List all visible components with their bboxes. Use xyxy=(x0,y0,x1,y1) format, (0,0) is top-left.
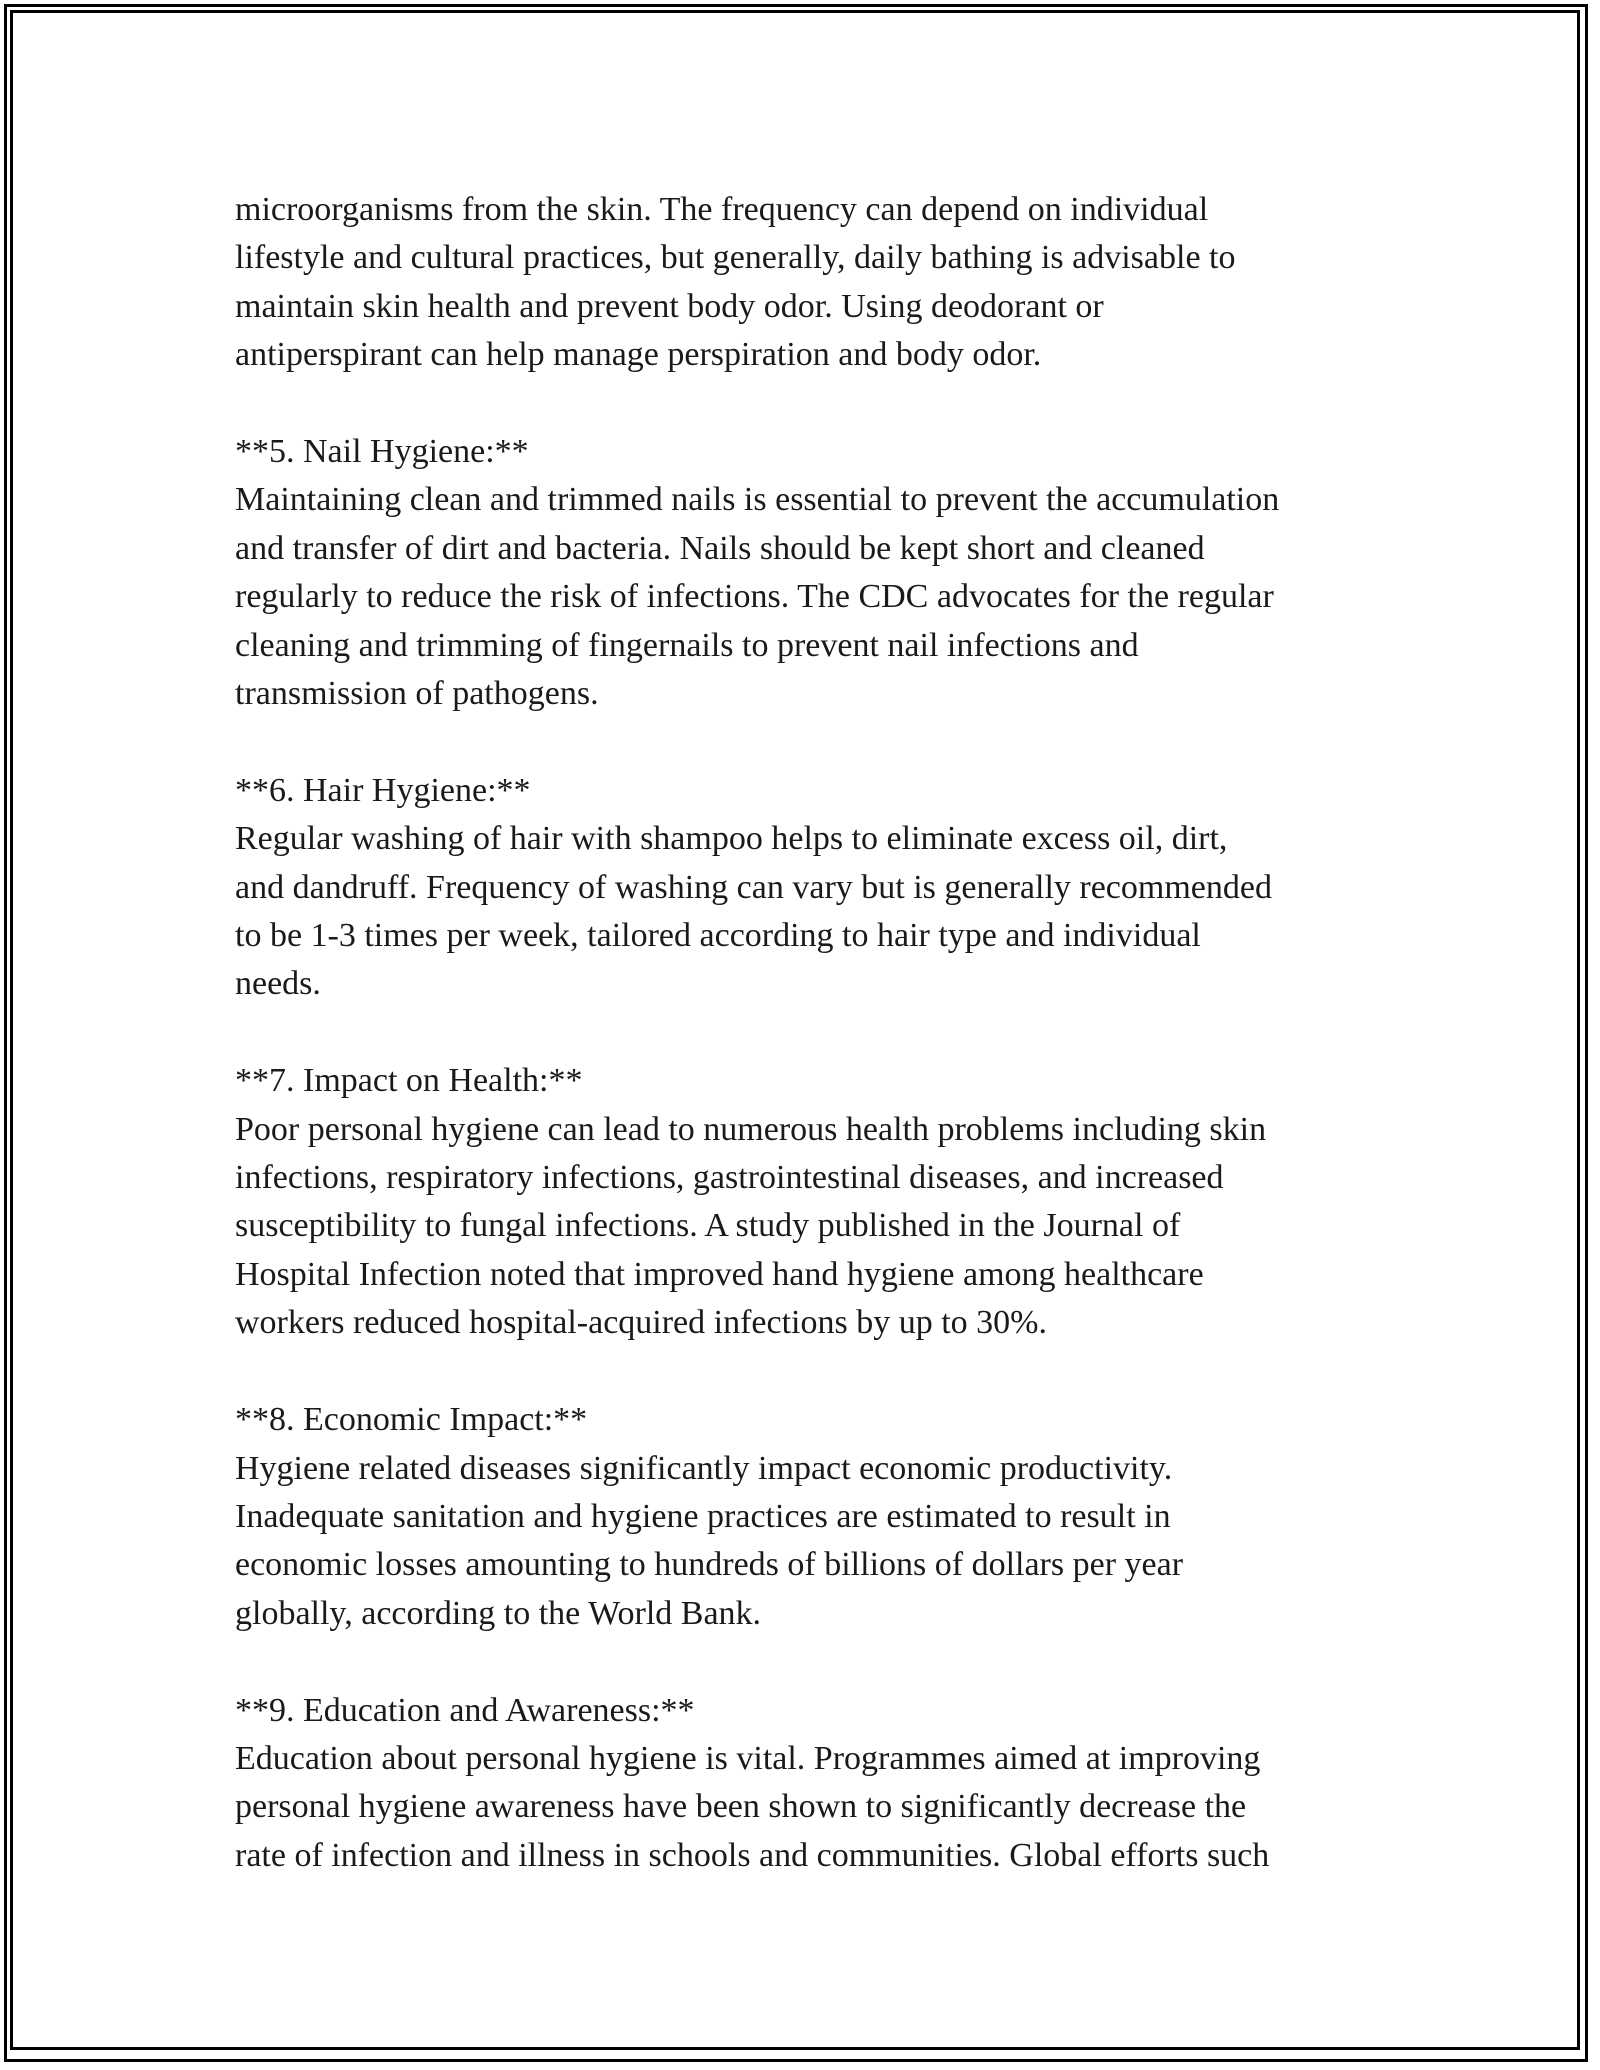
paragraph-spacer xyxy=(235,1009,1415,1057)
section-heading-nail-hygiene: **5. Nail Hygiene:** xyxy=(235,433,529,471)
section-body-education-awareness: Education about personal hygiene is vital. Programmes aimed at improving personal hygiene awareness have been shown to significantly decrease the rate of infection and illness in schools and communities. Global efforts such xyxy=(235,1739,1270,1874)
intro-paragraph: microorganisms from the skin. The frequency can depend on individual lifestyle and cultural practices, but generally, daily bathing is advisable to maintain skin health and prevent body odor. Using deodorant or antiperspirant can help manage perspiration and body odor. xyxy=(235,191,1236,374)
paragraph-spacer xyxy=(235,380,1415,428)
section-body-hair-hygiene: Regular washing of hair with shampoo helps to eliminate excess oil, dirt, and dandruff. Frequency of washing can vary but is generally recommended to be 1-3 times per week, tailored according to hair type and individual needs. xyxy=(235,820,1272,1003)
section-body-impact-on-health: Poor personal hygiene can lead to numerous health problems including skin infections, respiratory infections, gastrointestinal diseases, and increased susceptibility to fungal infections. A study published in the Journal of Hospital Infection noted that improved hand hygiene among healthcare workers reduced hospital-acquired infections by up to 30%. xyxy=(235,1110,1267,1342)
section-heading-education-awareness: **9. Education and Awareness:** xyxy=(235,1691,695,1729)
paragraph-spacer xyxy=(235,1638,1415,1686)
section-body-economic-impact: Hygiene related diseases significantly impact economic productivity. Inadequate sanitation and hygiene practices are estimated to result in economic losses amounting to hundreds of billions of dollars per year globally, according to the World Bank. xyxy=(235,1449,1184,1632)
section-heading-economic-impact: **8. Economic Impact:** xyxy=(235,1401,588,1439)
section-heading-hair-hygiene: **6. Hair Hygiene:** xyxy=(235,771,531,809)
paragraph-spacer xyxy=(235,718,1415,766)
document-body xyxy=(235,186,1415,1880)
section-heading-impact-on-health: **7. Impact on Health:** xyxy=(235,1062,583,1100)
section-body-nail-hygiene: Maintaining clean and trimmed nails is essential to prevent the accumulation and transfer of dirt and bacteria. Nails should be kept short and cleaned regularly to reduce the risk of infections. The CDC advocates for the regular cleaning and trimming of fingernails to prevent nail infections and transmission of pathogens. xyxy=(235,481,1280,713)
paragraph-spacer xyxy=(235,1348,1415,1396)
